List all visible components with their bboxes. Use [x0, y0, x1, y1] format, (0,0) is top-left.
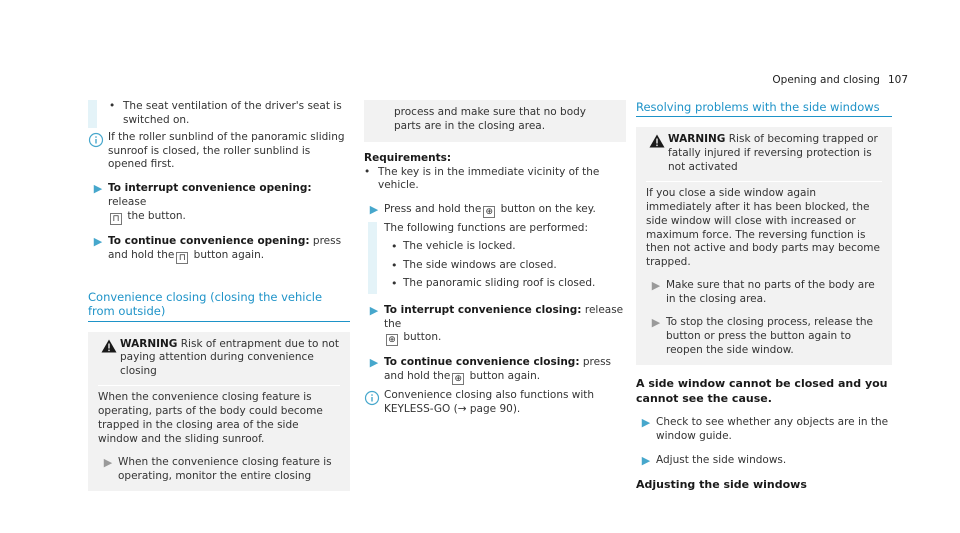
list-item: • The side windows are closed.: [391, 258, 557, 272]
page-header: [772, 74, 908, 88]
warning-step: ▶ When the convenience closing feature is operating, monitor the entire closing: [98, 456, 340, 484]
info-note: [88, 131, 350, 173]
adjust-heading: Adjusting the side windows: [636, 478, 807, 492]
step-interrupt-closing: ▶ To interrupt convenience closing: release the ⊕ button.: [364, 304, 626, 347]
info-icon: [364, 390, 380, 406]
padlock-open-icon: ⊓: [176, 252, 188, 264]
step-label: To interrupt convenience opening:: [108, 182, 312, 195]
warning-body: When the convenience closing feature is operating, parts of the body could become trapped in the closing area of the side window and the sliding sunroof.: [98, 391, 323, 445]
step-label: To interrupt convenience closing:: [384, 303, 582, 316]
warning-header: WARNING Risk of entrapment due to not paying attention during convenience closing: [98, 338, 340, 387]
warning-label: WARNING: [120, 337, 178, 350]
step-label: To continue convenience opening:: [108, 235, 310, 248]
warning-label: WARNING: [668, 133, 726, 146]
step-continue-closing: ▶ To continue convenience closing: press and hold the ⊕ button again.: [364, 356, 626, 385]
warning-continued-text: process and make sure that no body parts are in the closing area.: [394, 106, 586, 132]
bullet-icon: •: [109, 100, 116, 112]
step-adjust: ▶ Adjust the side windows.: [636, 454, 892, 468]
warning-step: ▶ To stop the closing process, release the button or press the button again to reopen the side window.: [646, 316, 882, 358]
list-item: • The panoramic sliding roof is closed.: [391, 277, 596, 291]
arrow-icon: ▶: [641, 416, 651, 430]
lock-button-icon: ⊕: [386, 334, 398, 346]
warning-box: [636, 127, 892, 365]
problem-heading: A side window cannot be closed and you cannot see the cause.: [636, 377, 888, 405]
lock-button-icon: ⊕: [483, 206, 495, 218]
bullet-icon: •: [364, 165, 371, 178]
warning-box-continued: [364, 100, 626, 142]
indent-block: [368, 222, 626, 293]
info-note-text: Convenience closing also functions with KEYLESS-GO (→ page 90).: [384, 389, 595, 416]
list-item: • The vehicle is locked.: [391, 240, 516, 254]
warning-body: If you close a side window again immediately after it has been blocked, the side window will close with increased or maximum force. The reversing function is then not active and body parts may become trapped.: [646, 186, 880, 269]
header-title: Opening and closing: [772, 74, 880, 86]
column-1: [88, 100, 350, 491]
step-label: To continue convenience closing:: [384, 356, 580, 369]
arrow-icon: ▶: [369, 356, 379, 370]
arrow-icon: ▶: [93, 182, 103, 196]
arrow-icon: ▶: [369, 203, 379, 217]
arrow-icon: ▶: [369, 303, 379, 317]
bullet-icon: •: [391, 240, 398, 254]
list-item: [97, 100, 350, 128]
list-item: • The key is in the immediate vicinity of the vehicle.: [364, 165, 600, 192]
info-icon: [88, 132, 104, 148]
bullet-text: The seat ventilation of the driver's seat is switched on.: [123, 100, 342, 126]
bullet-icon: •: [391, 258, 398, 272]
bullet-icon: •: [391, 277, 398, 291]
functions-intro: The following functions are performed:: [384, 222, 589, 235]
column-2: [364, 100, 626, 420]
arrow-icon: ▶: [641, 454, 651, 468]
warning-triangle-icon: [646, 134, 668, 148]
warning-triangle-icon: [98, 339, 120, 353]
arrow-icon: ▶: [651, 279, 661, 293]
step-check-objects: ▶ Check to see whether any objects are in the window guide.: [636, 416, 892, 444]
section-title: Resolving problems with the side windows: [636, 100, 892, 117]
page-number: 107: [887, 74, 908, 86]
section-title: Convenience closing (closing the vehicle from outside): [88, 290, 350, 322]
info-note: [364, 389, 626, 417]
padlock-open-icon: ⊓: [110, 213, 122, 225]
step-press-hold: ▶ Press and hold the ⊕ button on the key.: [364, 203, 626, 218]
info-note-text: If the roller sunblind of the panoramic sliding sunroof is closed, the roller sunblind is opened first.: [108, 130, 345, 171]
step-continue-opening: ▶ To continue convenience opening: press and hold the ⊓ button again.: [88, 235, 350, 264]
arrow-icon: ▶: [93, 235, 103, 249]
warning-box: [88, 332, 350, 492]
lock-button-icon: ⊕: [452, 373, 464, 385]
indent-block: [88, 100, 350, 128]
requirements-label: Requirements:: [364, 151, 452, 164]
arrow-icon: ▶: [651, 315, 661, 329]
arrow-icon: ▶: [103, 455, 113, 469]
warning-header: WARNING Risk of becoming trapped or fatally injured if reversing protection is not activated: [646, 133, 882, 182]
column-3: [636, 100, 892, 493]
warning-step: ▶ Make sure that no parts of the body are in the closing area.: [646, 279, 882, 307]
step-interrupt-opening: ▶ To interrupt convenience opening: release ⊓ the button.: [88, 182, 350, 225]
